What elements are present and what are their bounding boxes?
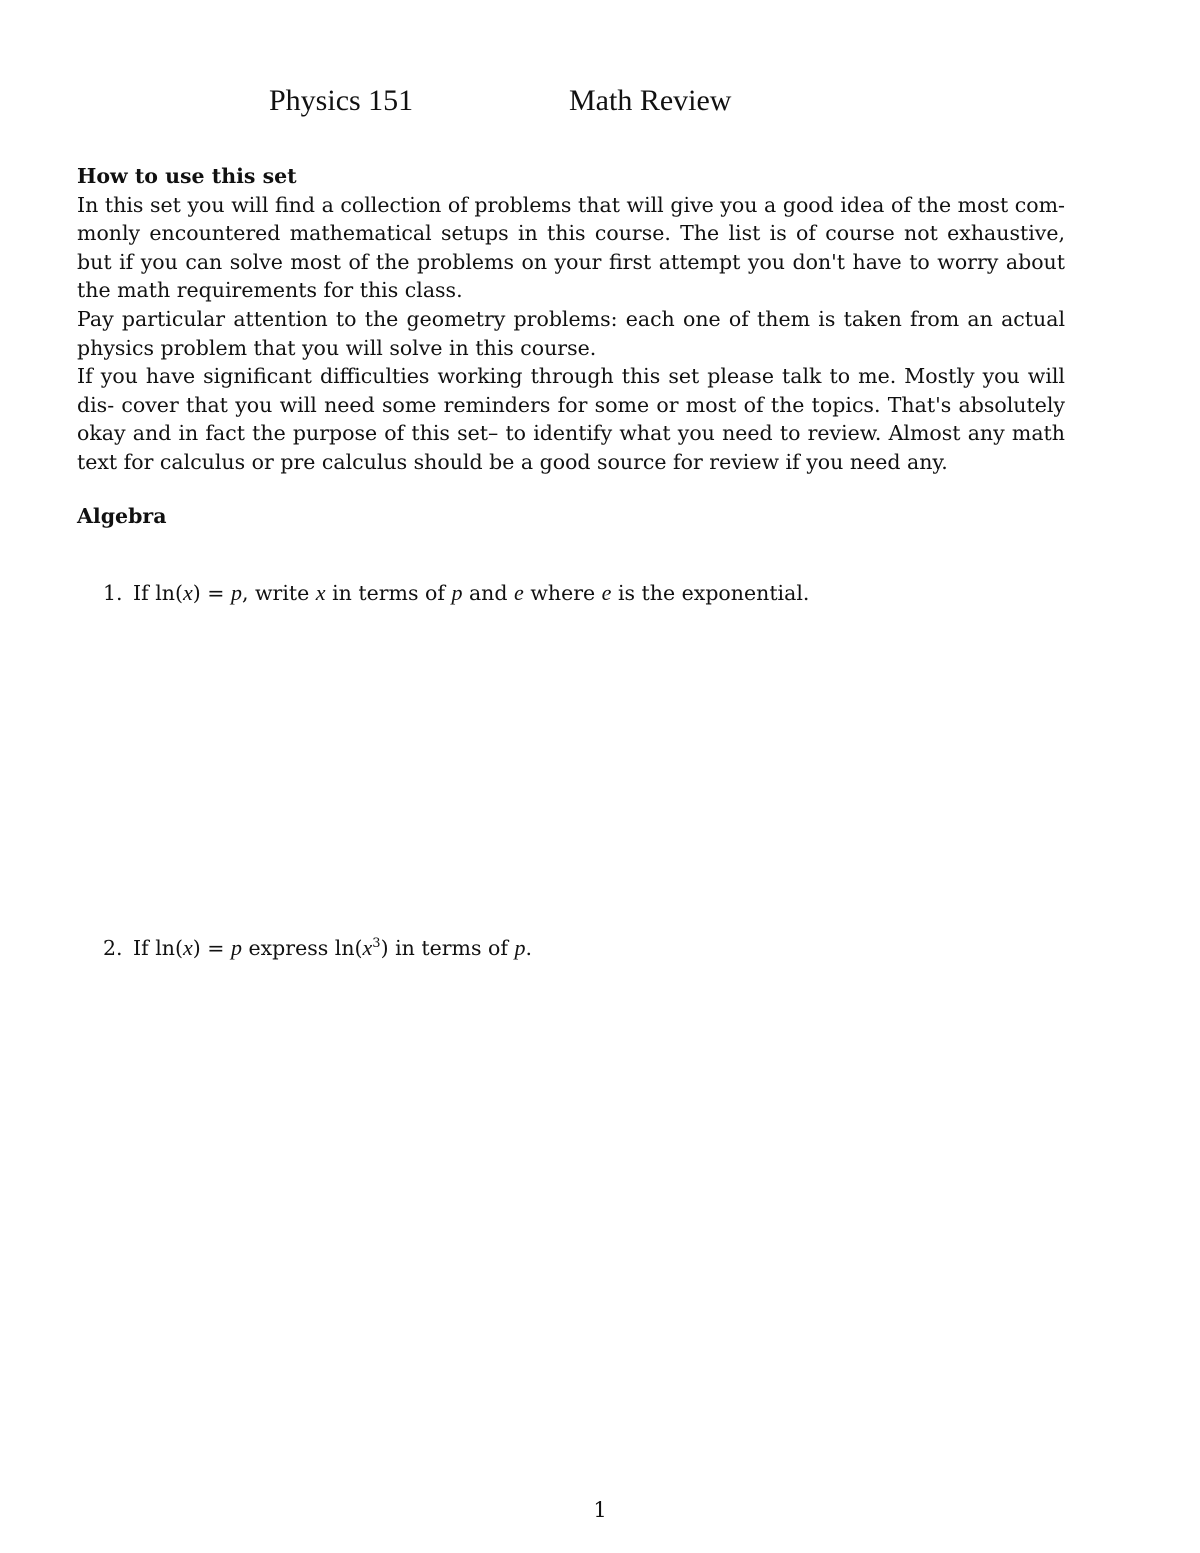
problem-1 [103,580,809,606]
intro-paragraph-3: If you have significant difficulties working through this set please talk to me. Mostly you will dis- cover that you will need some reminders for some or most of the topics. That's absolutely okay and in fact the purpose of this set– to identify what you need to review. Almost any math text for calculus or pre calculus should be a good source for review if you need any. [77,364,1065,474]
page-number: 1 [593,1498,607,1522]
intro-section [77,162,1065,477]
problem-number: 1. [103,581,123,605]
document-title: Math Review [569,84,732,117]
problem-2 [103,935,532,961]
intro-heading: How to use this set [77,164,297,188]
problem-text: If ln(x) = p express $\ln(x^3)$ in terms of p. [133,935,532,960]
problem-number: 2. [103,936,123,960]
course-title: Physics 151 [269,84,414,117]
section-heading-algebra: Algebra [77,504,167,528]
page-header [0,84,1200,128]
problem-text: If ln(x) = p, write x in terms of p and e where e is the exponential. [133,580,810,605]
intro-paragraph-2: Pay particular attention to the geometry problems: each one of them is taken from an actual physics problem that you will solve in this course. [77,306,1065,360]
intro-paragraph-1: In this set you will find a collection of problems that will give you a good idea of the most com- monly encountered mathematical setups in this course. The list is of course not exhaustive, but if you can solve most of the problems on your first attempt you don't have to worry about the math requirements for this class. [77,192,1065,303]
